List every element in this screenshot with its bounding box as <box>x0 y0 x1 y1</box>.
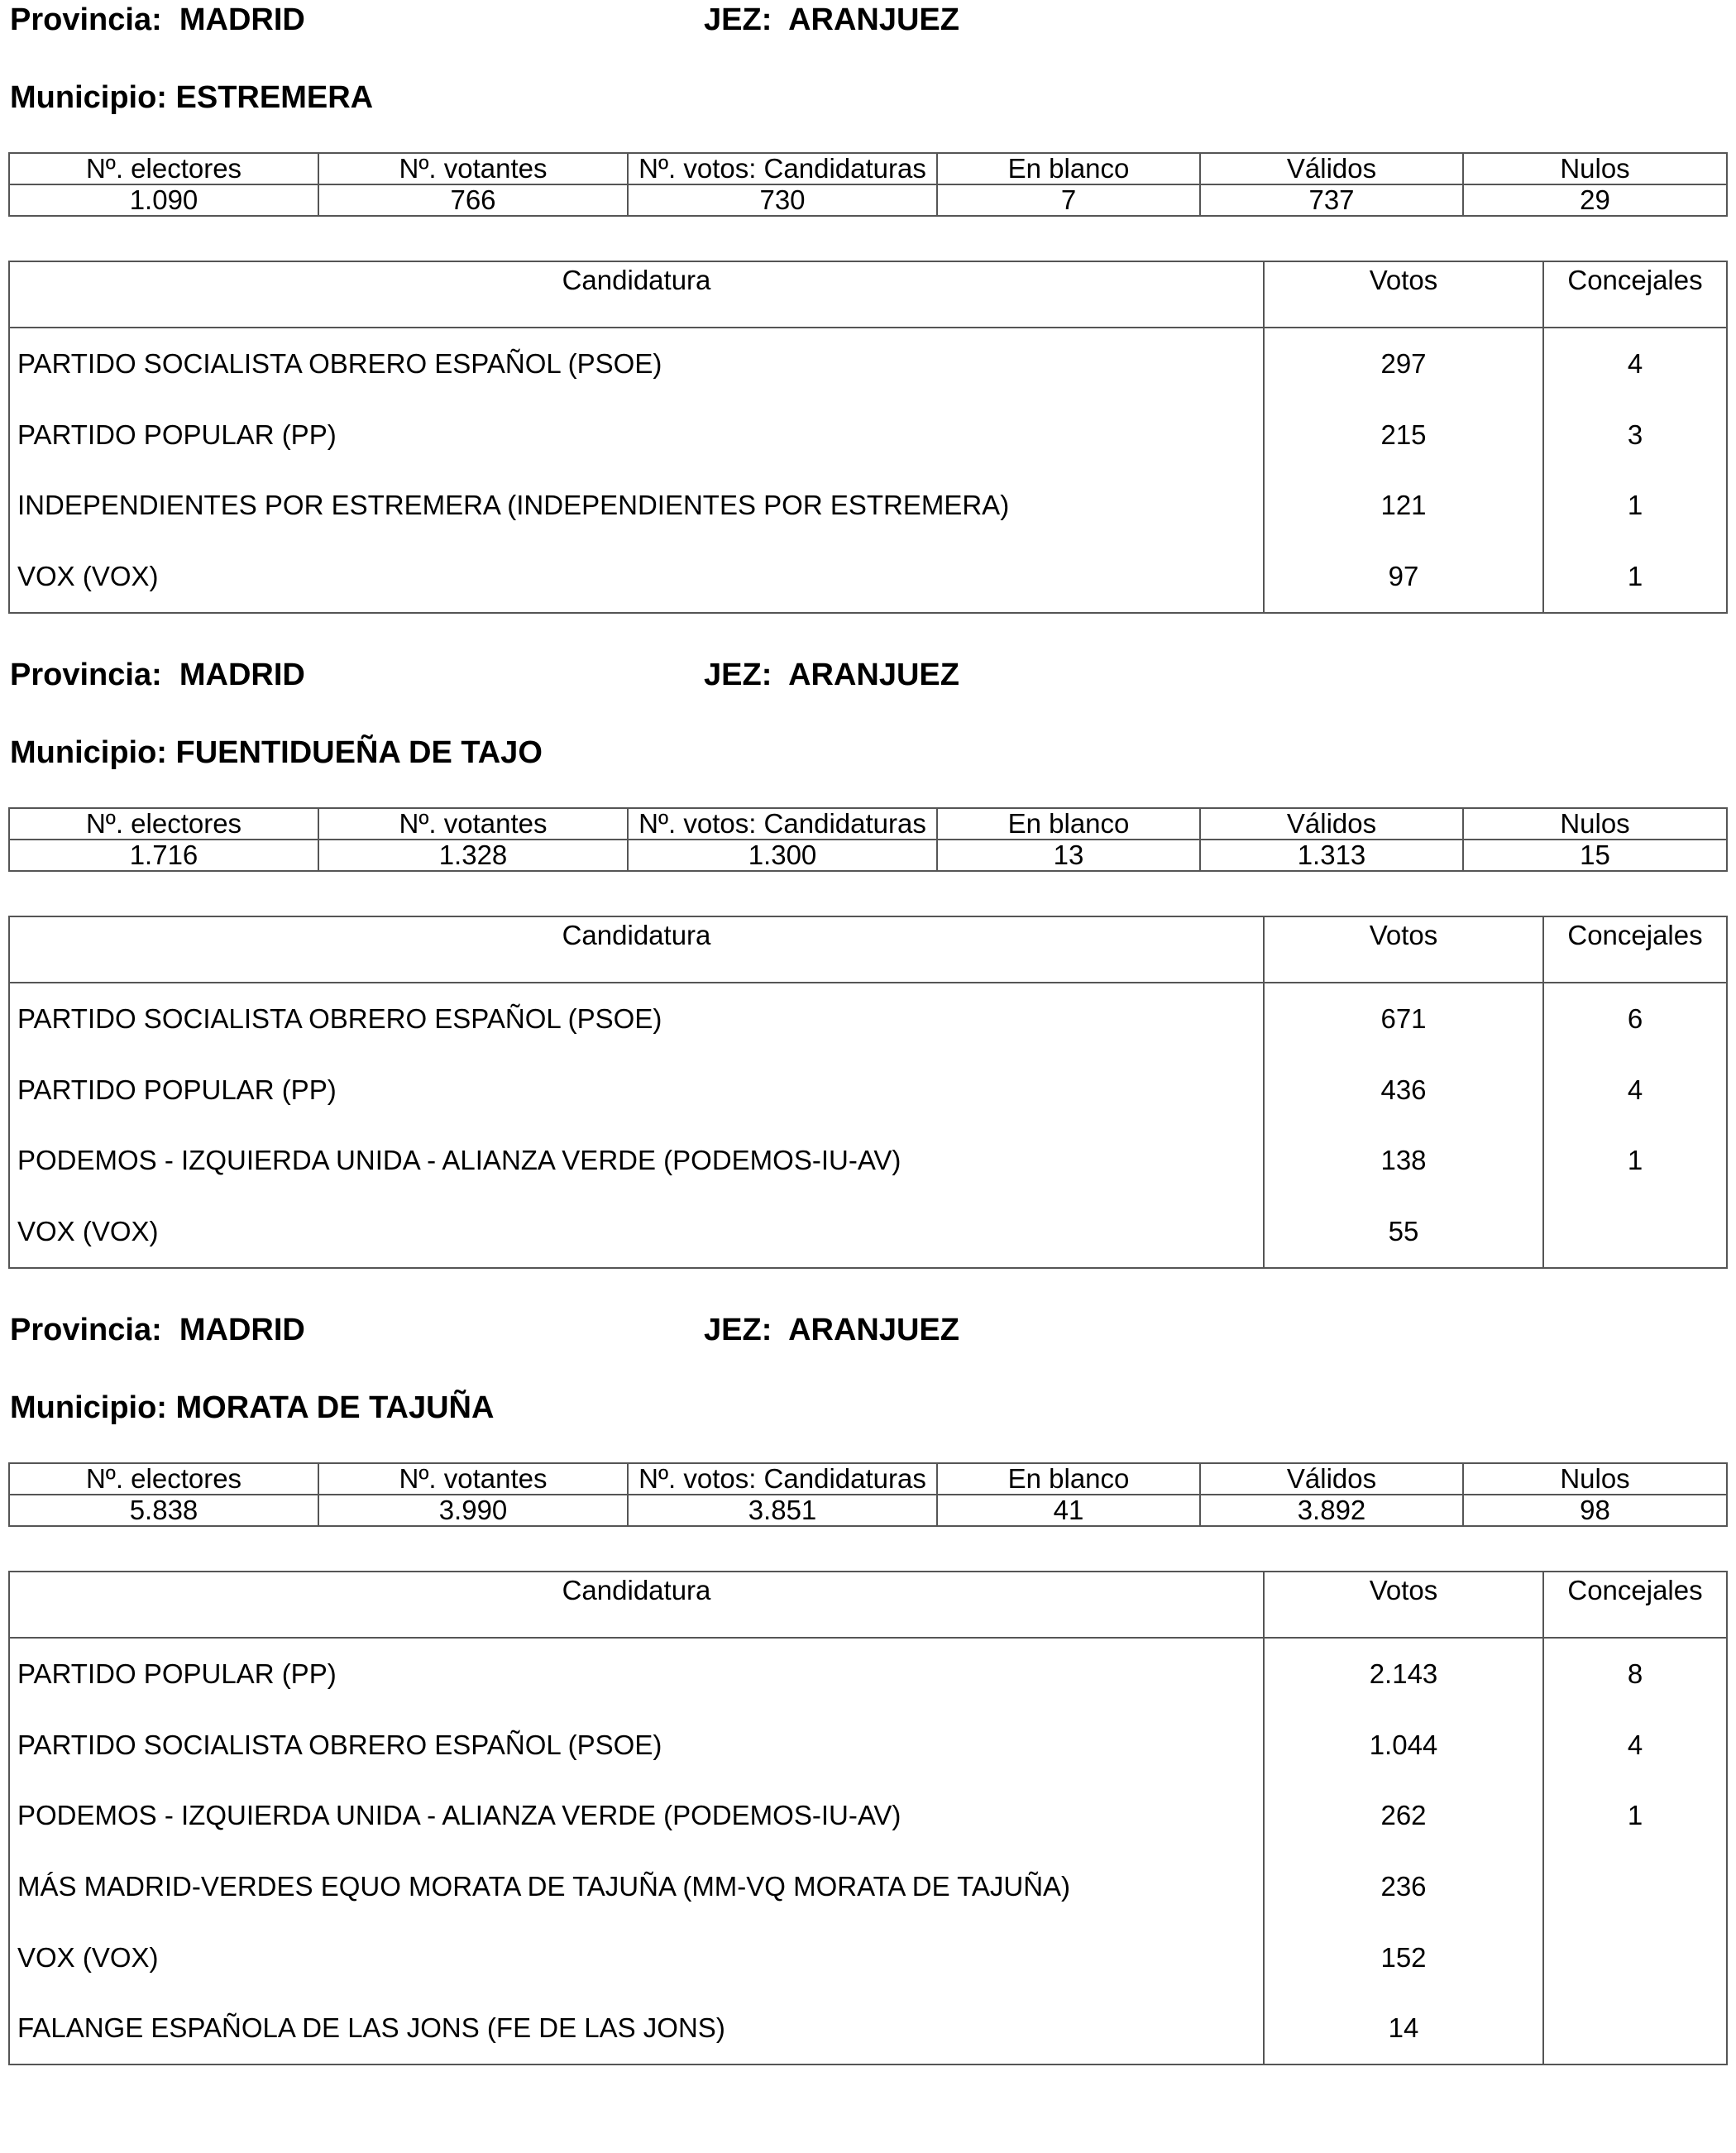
en-blanco-header: En blanco <box>937 1463 1200 1495</box>
votantes-value: 766 <box>318 184 628 216</box>
candidatura-cell: PARTIDO SOCIALISTA OBRERO ESPAÑOL (PSOE) <box>9 983 1264 1055</box>
votos-candidaturas-header: Nº. votos: Candidaturas <box>628 808 937 840</box>
concejales-cell: 4 <box>1543 1710 1727 1781</box>
candidatura-cell: PARTIDO SOCIALISTA OBRERO ESPAÑOL (PSOE) <box>9 1710 1264 1781</box>
jez-heading <box>704 2 959 38</box>
summary-header-row <box>9 153 1727 184</box>
jez-heading <box>704 1312 959 1348</box>
nulos-value: 15 <box>1463 840 1727 871</box>
votos-cell: 97 <box>1264 541 1543 613</box>
table-row <box>9 541 1727 613</box>
provincia-heading <box>10 1312 305 1348</box>
candidatura-cell: VOX (VOX) <box>9 1196 1264 1268</box>
table-row <box>9 983 1727 1055</box>
votantes-header: Nº. votantes <box>318 808 628 840</box>
municipio-value: MORATA DE TAJUÑA <box>175 1390 495 1425</box>
provincia-label: Provincia: <box>10 658 162 692</box>
table-row <box>9 1055 1727 1126</box>
candidatura-header: Candidatura <box>9 1572 1264 1638</box>
provincia-label: Provincia: <box>10 1313 162 1347</box>
votos-cell: 1.044 <box>1264 1710 1543 1781</box>
votos-cell: 262 <box>1264 1780 1543 1851</box>
votantes-value: 1.328 <box>318 840 628 871</box>
municipio-value: FUENTIDUEÑA DE TAJO <box>175 735 543 770</box>
validos-value: 737 <box>1200 184 1463 216</box>
concejales-header: Concejales <box>1543 261 1727 328</box>
municipio-label: Municipio: <box>10 735 167 770</box>
votos-cell: 152 <box>1264 1922 1543 1993</box>
candidatura-cell: PARTIDO POPULAR (PP) <box>9 1638 1264 1710</box>
votos-cell: 236 <box>1264 1851 1543 1922</box>
municipio-heading <box>10 1390 494 1426</box>
concejales-cell: 4 <box>1543 328 1727 400</box>
summary-table <box>8 1462 1728 1527</box>
candidatura-cell: VOX (VOX) <box>9 1922 1264 1993</box>
table-row <box>9 328 1727 400</box>
municipio-heading <box>10 734 543 771</box>
votos-header: Votos <box>1264 1572 1543 1638</box>
votos-header: Votos <box>1264 916 1543 983</box>
votantes-header: Nº. votantes <box>318 153 628 184</box>
table-row <box>9 1993 1727 2064</box>
en-blanco-header: En blanco <box>937 808 1200 840</box>
votantes-value: 3.990 <box>318 1495 628 1526</box>
candidatura-cell: PARTIDO SOCIALISTA OBRERO ESPAÑOL (PSOE) <box>9 328 1264 400</box>
concejales-cell: 3 <box>1543 400 1727 471</box>
en-blanco-value: 41 <box>937 1495 1200 1526</box>
votantes-header: Nº. votantes <box>318 1463 628 1495</box>
candidatura-cell: PODEMOS - IZQUIERDA UNIDA - ALIANZA VERDE (PODEMOS-IU-AV) <box>9 1780 1264 1851</box>
validos-value: 3.892 <box>1200 1495 1463 1526</box>
concejales-cell: 1 <box>1543 1125 1727 1196</box>
votos-cell: 55 <box>1264 1196 1543 1268</box>
results-header-row <box>9 916 1727 983</box>
results-table <box>8 1571 1728 2065</box>
jez-value: ARANJUEZ <box>788 2 959 37</box>
validos-header: Válidos <box>1200 808 1463 840</box>
candidatura-cell: MÁS MADRID-VERDES EQUO MORATA DE TAJUÑA (MM-VQ MORATA DE TAJUÑA) <box>9 1851 1264 1922</box>
votos-cell: 671 <box>1264 983 1543 1055</box>
votos-candidaturas-value: 3.851 <box>628 1495 937 1526</box>
validos-header: Válidos <box>1200 1463 1463 1495</box>
votos-cell: 14 <box>1264 1993 1543 2064</box>
votos-cell: 297 <box>1264 328 1543 400</box>
concejales-cell: 6 <box>1543 983 1727 1055</box>
electores-header: Nº. electores <box>9 153 318 184</box>
municipio-section-fuentiduena <box>0 657 1736 1302</box>
votos-cell: 215 <box>1264 400 1543 471</box>
table-row <box>9 1922 1727 1993</box>
summary-value-row <box>9 840 1727 871</box>
votos-candidaturas-header: Nº. votos: Candidaturas <box>628 1463 937 1495</box>
provincia-heading <box>10 657 305 693</box>
table-row <box>9 1638 1727 1710</box>
provincia-value: MADRID <box>179 2 305 37</box>
summary-header-row <box>9 808 1727 840</box>
nulos-value: 29 <box>1463 184 1727 216</box>
candidatura-cell: PARTIDO POPULAR (PP) <box>9 400 1264 471</box>
concejales-cell: 4 <box>1543 1055 1727 1126</box>
municipio-section-estremera <box>0 2 1736 647</box>
summary-value-row <box>9 1495 1727 1526</box>
nulos-header: Nulos <box>1463 808 1727 840</box>
candidatura-header: Candidatura <box>9 916 1264 983</box>
concejales-header: Concejales <box>1543 916 1727 983</box>
jez-value: ARANJUEZ <box>788 658 959 692</box>
table-row <box>9 470 1727 541</box>
candidatura-cell: VOX (VOX) <box>9 541 1264 613</box>
electores-header: Nº. electores <box>9 808 318 840</box>
provincia-value: MADRID <box>179 1313 305 1347</box>
concejales-cell <box>1543 1922 1727 1993</box>
nulos-value: 98 <box>1463 1495 1727 1526</box>
results-table <box>8 261 1728 614</box>
summary-table <box>8 807 1728 872</box>
concejales-cell <box>1543 1196 1727 1268</box>
summary-header-row <box>9 1463 1727 1495</box>
validos-value: 1.313 <box>1200 840 1463 871</box>
results-header-row <box>9 1572 1727 1638</box>
votos-candidaturas-value: 1.300 <box>628 840 937 871</box>
nulos-header: Nulos <box>1463 1463 1727 1495</box>
votos-candidaturas-header: Nº. votos: Candidaturas <box>628 153 937 184</box>
table-row <box>9 400 1727 471</box>
validos-header: Válidos <box>1200 153 1463 184</box>
votos-cell: 2.143 <box>1264 1638 1543 1710</box>
table-row <box>9 1125 1727 1196</box>
results-header-row <box>9 261 1727 328</box>
concejales-cell <box>1543 1851 1727 1922</box>
votos-header: Votos <box>1264 261 1543 328</box>
en-blanco-header: En blanco <box>937 153 1200 184</box>
jez-value: ARANJUEZ <box>788 1313 959 1347</box>
jez-heading <box>704 657 959 693</box>
concejales-cell: 1 <box>1543 541 1727 613</box>
jez-label: JEZ: <box>704 1313 772 1347</box>
provincia-heading <box>10 2 305 38</box>
jez-label: JEZ: <box>704 2 772 37</box>
candidatura-cell: PARTIDO POPULAR (PP) <box>9 1055 1264 1126</box>
table-row <box>9 1780 1727 1851</box>
concejales-cell <box>1543 1993 1727 2064</box>
municipio-label: Municipio: <box>10 80 167 115</box>
candidatura-header: Candidatura <box>9 261 1264 328</box>
provincia-label: Provincia: <box>10 2 162 37</box>
table-row <box>9 1196 1727 1268</box>
municipio-label: Municipio: <box>10 1390 167 1425</box>
municipio-heading <box>10 79 373 116</box>
candidatura-cell: INDEPENDIENTES POR ESTREMERA (INDEPENDIENTES POR ESTREMERA) <box>9 470 1264 541</box>
municipio-value: ESTREMERA <box>175 80 374 115</box>
table-row <box>9 1710 1727 1781</box>
concejales-header: Concejales <box>1543 1572 1727 1638</box>
electores-header: Nº. electores <box>9 1463 318 1495</box>
electores-value: 1.716 <box>9 840 318 871</box>
candidatura-cell: PODEMOS - IZQUIERDA UNIDA - ALIANZA VERDE (PODEMOS-IU-AV) <box>9 1125 1264 1196</box>
table-row <box>9 1851 1727 1922</box>
nulos-header: Nulos <box>1463 153 1727 184</box>
electores-value: 1.090 <box>9 184 318 216</box>
votos-candidaturas-value: 730 <box>628 184 937 216</box>
votos-cell: 138 <box>1264 1125 1543 1196</box>
votos-cell: 436 <box>1264 1055 1543 1126</box>
jez-label: JEZ: <box>704 658 772 692</box>
summary-table <box>8 152 1728 217</box>
electores-value: 5.838 <box>9 1495 318 1526</box>
summary-value-row <box>9 184 1727 216</box>
concejales-cell: 1 <box>1543 470 1727 541</box>
votos-cell: 121 <box>1264 470 1543 541</box>
concejales-cell: 8 <box>1543 1638 1727 1710</box>
en-blanco-value: 7 <box>937 184 1200 216</box>
candidatura-cell: FALANGE ESPAÑOLA DE LAS JONS (FE DE LAS JONS) <box>9 1993 1264 2064</box>
en-blanco-value: 13 <box>937 840 1200 871</box>
municipio-section-morata <box>0 1312 1736 2139</box>
provincia-value: MADRID <box>179 658 305 692</box>
concejales-cell: 1 <box>1543 1780 1727 1851</box>
results-table <box>8 916 1728 1269</box>
